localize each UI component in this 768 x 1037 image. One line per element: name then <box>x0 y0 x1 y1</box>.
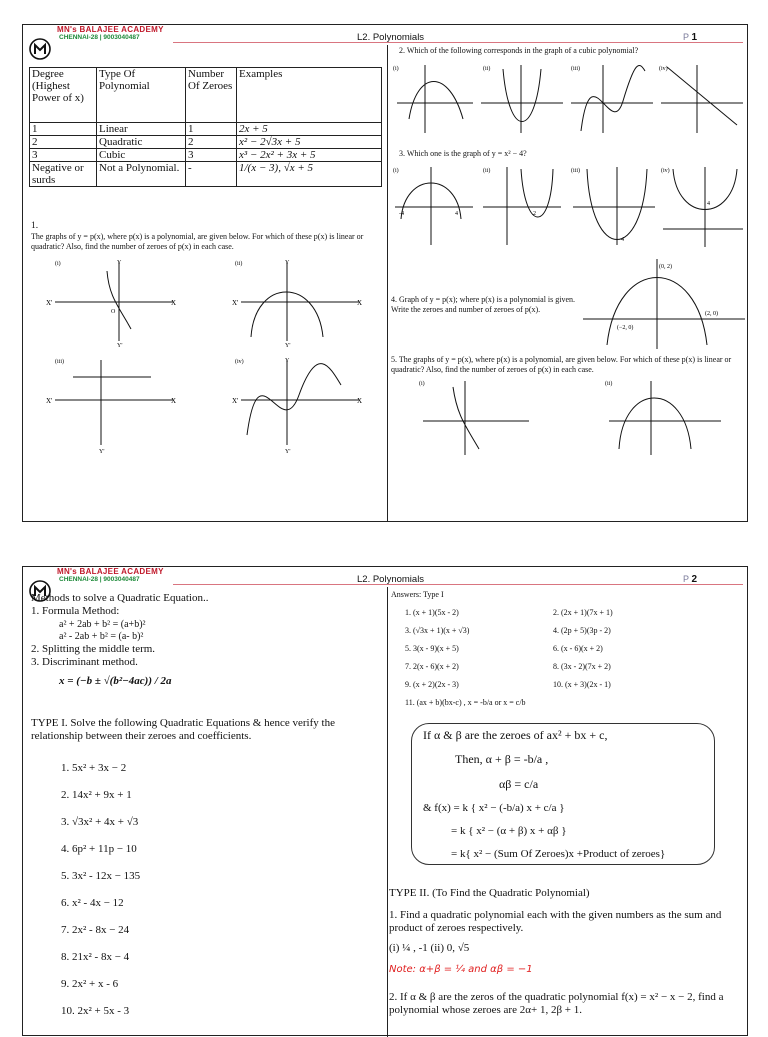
svg-text:-4: -4 <box>619 237 624 243</box>
table-cell: 2 <box>186 136 237 149</box>
svg-text:(i): (i) <box>393 66 399 72</box>
q2-graph-iv <box>659 65 743 133</box>
q3-graph-ii <box>483 167 561 245</box>
axis-label: Y' <box>99 449 105 455</box>
academy-logo-icon <box>29 38 51 60</box>
box-line-1: If α & β are the zeroes of ax² + bx + c, <box>423 728 608 742</box>
page-number: P 1 <box>683 32 698 43</box>
academy-name: MN's BALAJEE ACADEMY <box>57 25 164 34</box>
table-row <box>30 149 382 162</box>
type1-item: 4. 6p² + 11p − 10 <box>61 843 137 855</box>
graph-label: (iii) <box>55 359 64 365</box>
type1-item: 9. 2x² + x - 6 <box>61 978 119 990</box>
axis-label: X' <box>232 397 239 405</box>
table-cell: Cubic <box>97 149 186 162</box>
column-divider <box>387 587 388 1037</box>
header-rule <box>173 584 743 585</box>
q5-text: 5. The graphs of y = p(x), where p(x) is a polynomial, are given below. For which of these p(x) is linear or quadratic? Also, find the number of zeroes of p(x) in each case. <box>391 355 732 374</box>
type1-item: 8. 21x² - 8x − 4 <box>61 951 130 963</box>
answer-item: 8. (3x - 2)(7x + 2) <box>553 662 611 671</box>
q1-graph-iii <box>43 355 183 455</box>
page-1 <box>22 24 748 522</box>
type2-options: (i) ¼ , -1 (ii) 0, √5 <box>389 942 470 954</box>
handwritten-note: Note: α+β = ¼ and αβ = −1 <box>389 964 533 975</box>
answer-item: 4. (2p + 5)(3p - 2) <box>553 626 611 635</box>
table-cell: 2 <box>30 136 97 149</box>
table-header-cell: Type Of Polynomial <box>97 68 186 123</box>
table-cell: 2x + 5 <box>237 123 382 136</box>
table-row <box>30 123 382 136</box>
point-label: (0, 2) <box>659 264 672 270</box>
q4-text: 4. Graph of y = p(x); where p(x) is a polynomial is given. Write the zeroes and number of zeroes of p(x). <box>391 295 576 314</box>
svg-text:(ii): (ii) <box>483 168 491 174</box>
svg-text:2: 2 <box>533 211 536 217</box>
graph-label: (iv) <box>235 359 244 365</box>
svg-text:(ii): (ii) <box>605 381 613 387</box>
box-line-3: αβ = c/a <box>499 777 539 791</box>
table-cell: x³ − 2x² + 3x + 5 <box>237 149 382 162</box>
box-line-4: & f(x) = k { x² − (-b/a) x + c/a } <box>423 802 565 814</box>
zeroes-relation-box <box>411 723 715 865</box>
table-row <box>30 162 382 187</box>
type1-item: 5. 3x² - 12x − 135 <box>61 870 141 882</box>
table-cell: x² − 2√3x + 5 <box>237 136 382 149</box>
table-cell: Negative or surds <box>30 162 97 187</box>
academy-name: MN's BALAJEE ACADEMY <box>57 567 164 576</box>
answer-item: 10. (x + 3)(2x - 1) <box>553 680 611 689</box>
type2-q2: 2. If α & β are the zeros of the quadratic polynomial f(x) = x² − x − 2, find a polynomial whose zeroes are 2α+ 1, 2β + 1. <box>389 991 724 1016</box>
q3-graph-iii <box>571 167 655 245</box>
type1-item: 3. √3x² + 4x + √3 <box>61 816 139 828</box>
methods-title: Methods to solve a Quadratic Equation.. <box>31 592 209 604</box>
axis-label: X' <box>46 299 53 307</box>
table-cell: 1/(x − 3), √x + 5 <box>237 162 382 187</box>
answer-item: 11. (ax + b)(bx-c) , x = -b/a or x = c/b <box>405 698 526 707</box>
answer-item: 1. (x + 1)(5x - 2) <box>405 608 459 617</box>
column-divider <box>387 45 388 522</box>
q2-graph-iii <box>571 65 653 133</box>
q1-graph-iv <box>229 355 369 455</box>
answer-item: 2. (2x + 1)(7x + 1) <box>553 608 613 617</box>
axis-label: Y' <box>117 343 123 347</box>
table-header-cell: Number Of Zeroes <box>186 68 237 123</box>
answer-item: 6. (x - 6)(x + 2) <box>553 644 603 653</box>
q3-graph-iv <box>661 167 743 247</box>
q2-text: 2. Which of the following corresponds in the graph of a cubic polynomial? <box>399 46 639 55</box>
type2-q1: 1. Find a quadratic polynomial each with the given numbers as the sum and product of zeroes respectively. <box>389 909 722 934</box>
svg-text:(iv): (iv) <box>661 168 670 174</box>
degree-table <box>29 67 382 187</box>
axis-label: Y <box>117 260 122 266</box>
graph-label: (ii) <box>235 261 243 267</box>
table-header-cell: Examples <box>237 68 382 123</box>
q1-graph-ii <box>229 257 369 347</box>
table-cell: 3 <box>30 149 97 162</box>
chapter-title: L2. Polynomials <box>357 574 425 585</box>
type1-item: 1. 5x² + 3x − 2 <box>61 762 127 774</box>
graph-label: (i) <box>55 261 61 267</box>
type1-title: TYPE I. Solve the following Quadratic Equations & hence verify the relationship between their zeroes and coefficients. <box>31 717 335 742</box>
type1-item: 7. 2x² - 8x − 24 <box>61 924 130 936</box>
table-cell: Not a Polynomial. <box>97 162 186 187</box>
svg-text:4: 4 <box>707 201 710 207</box>
answer-item: 7. 2(x - 6)(x + 2) <box>405 662 459 671</box>
table-header-cell: Degree (Highest Power of x) <box>30 68 97 123</box>
q5-graph-i <box>413 377 553 457</box>
box-line-5: = k { x² − (α + β) x + αβ } <box>451 825 567 837</box>
method-discriminant: 3. Discriminant method. <box>31 656 138 668</box>
q2-graphs <box>391 61 747 137</box>
page-2 <box>22 566 748 1036</box>
identity-2: a² - 2ab + b² = (a- b)² <box>59 631 144 642</box>
axis-label: X <box>171 299 177 307</box>
svg-text:4: 4 <box>455 211 458 217</box>
answer-item: 3. (√3x + 1)(x + √3) <box>405 626 470 635</box>
table-cell: 1 <box>186 123 237 136</box>
svg-text:(i): (i) <box>419 381 425 387</box>
svg-text:(iv): (iv) <box>659 66 668 72</box>
axis-label: X <box>357 299 363 307</box>
identity-1: a² + 2ab + b² = (a+b)² <box>59 619 146 630</box>
svg-text:(i): (i) <box>393 168 399 174</box>
table-header-row <box>30 68 382 123</box>
q2-graph-ii <box>481 65 563 133</box>
quadratic-formula: x = (−b ± √(b²−4ac)) / 2a <box>59 675 172 687</box>
box-line-2: Then, α + β = -b/a , <box>455 752 549 766</box>
method-splitting: 2. Splitting the middle term. <box>31 643 156 655</box>
svg-text:(iii): (iii) <box>571 168 580 174</box>
table-cell: Quadratic <box>97 136 186 149</box>
table-cell: Linear <box>97 123 186 136</box>
q2-graph-i <box>393 65 473 133</box>
q1-text: The graphs of y = p(x), where p(x) is a polynomial, are given below. For which of these p(x) is linear or quadratic? Also, find the number of zeroes of p(x) in each case. <box>31 232 364 251</box>
axis-label: X <box>171 397 177 405</box>
point-label: (−2, 0) <box>617 325 634 331</box>
q5-graph-ii <box>599 377 739 457</box>
axis-label: Y <box>285 358 290 364</box>
academy-contact: CHENNAI-28 | 9003040487 <box>59 576 140 583</box>
svg-text:(ii): (ii) <box>483 66 491 72</box>
axis-label: O <box>111 309 116 315</box>
type1-item: 10. 2x² + 5x - 3 <box>61 1005 130 1017</box>
type2-title: TYPE II. (To Find the Quadratic Polynomial) <box>389 887 590 899</box>
q4-graph <box>577 255 747 351</box>
q1-number: 1. <box>31 221 39 231</box>
answers-title: Answers: Type I <box>391 590 444 599</box>
q3-graphs <box>391 163 747 249</box>
q3-graph-i <box>393 167 473 245</box>
academy-contact: CHENNAI-28 | 9003040487 <box>59 34 140 41</box>
box-line-6: = k{ x² − (Sum Of Zeroes)x +Product of zeroes} <box>451 848 666 860</box>
answer-item: 9. (x + 2)(2x - 3) <box>405 680 459 689</box>
axis-label: Y' <box>285 449 291 455</box>
q3-text: 3. Which one is the graph of y = x² − 4? <box>399 149 527 158</box>
axis-label: Y' <box>285 343 291 347</box>
svg-text:-4: -4 <box>399 211 404 217</box>
header-rule <box>173 42 743 43</box>
svg-text:(iii): (iii) <box>571 66 580 72</box>
method-formula: 1. Formula Method: <box>31 605 120 617</box>
point-label: (2, 0) <box>705 311 718 317</box>
answer-item: 5. 3(x - 9)(x + 5) <box>405 644 459 653</box>
type1-item: 6. x² - 4x − 12 <box>61 897 124 909</box>
q1-graph-i <box>43 257 183 347</box>
page-number: P 2 <box>683 574 698 585</box>
table-cell: 1 <box>30 123 97 136</box>
type1-item: 2. 14x² + 9x + 1 <box>61 789 132 801</box>
axis-label: Y <box>285 260 290 266</box>
axis-label: X <box>357 397 363 405</box>
table-cell: - <box>186 162 237 187</box>
table-cell: 3 <box>186 149 237 162</box>
chapter-title: L2. Polynomials <box>357 32 425 43</box>
axis-label: X' <box>232 299 239 307</box>
axis-label: X' <box>46 397 53 405</box>
table-row <box>30 136 382 149</box>
